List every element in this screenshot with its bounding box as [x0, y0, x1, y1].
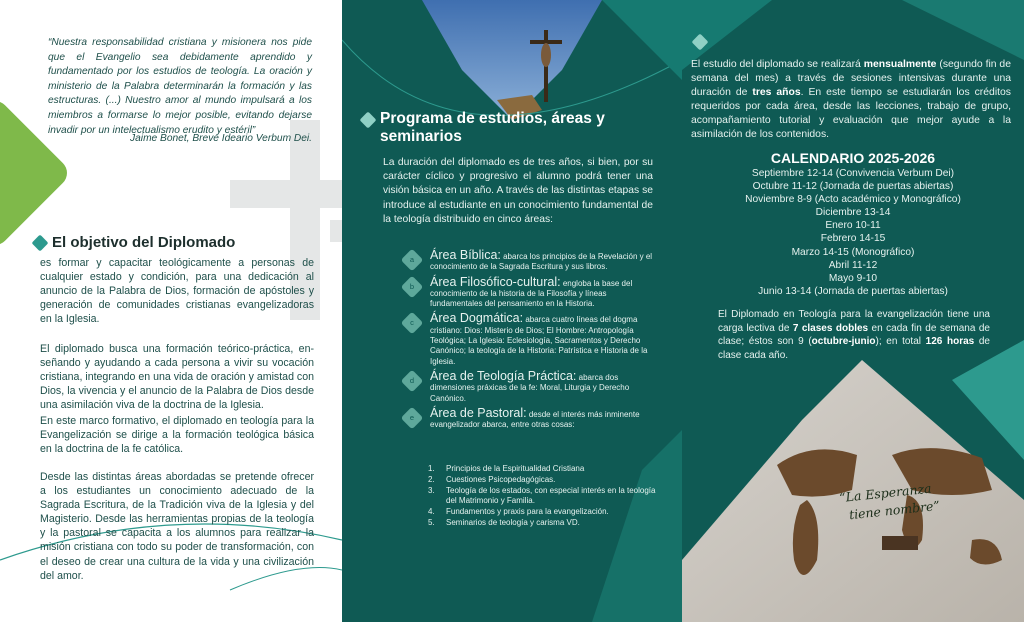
left-panel: [0, 0, 342, 622]
program-heading: [362, 110, 662, 146]
area-description: desde el interés más inminente evangelizador abarca, entre otras cosas:: [430, 409, 640, 430]
list-item: 2. Cuestiones Psicopedagógicas.: [428, 474, 556, 484]
calendar-entry: Febrero 14-15: [820, 233, 886, 245]
diamond-bullet-icon: [32, 234, 49, 251]
calendar-entry: Octubre 11-12 (Jornada de puertas abiertas): [752, 181, 954, 193]
diamond-bullet-icon: [360, 112, 377, 129]
objective-paragraph-1: es formar y capacitar teológicamente a personas de cualquier estado y condición, para una dedicación al anuncio de la Palabra de Dios, formación de apóstoles y generación de comunidades cristianas evangelizadoras en la Iglesia.: [40, 257, 314, 326]
schedule-intro: El estudio del diplomado se realizará mensualmente (segundo fin de semana del mes) a través de sesiones intensivas durante una duración de tres años. En este tiempo se estudiarán los créditos requeridos por cada área, desde las lecciones, trabajo de grupo, acompañamiento tutorial y evaluación que mejor ayude a la asimilación de los contenidos.: [691, 59, 1011, 140]
calendar-title: CALENDARIO 2025-2026: [770, 150, 936, 166]
area-description: abarca cuatro líneas del dogma cristiano: Dios: Misterio de Dios; El Hombre: Antropología Teológica; La Iglesia: Eclesiología, Sacramentos y Derecho Canónico; la teología de la Historia: Patrística e Historia de la Iglesia.: [430, 315, 648, 366]
objective-heading-text: El objetivo del Diplomado: [52, 234, 236, 251]
calendar-entry: Enero 10-11: [825, 220, 881, 232]
area-marker-icon: c: [401, 312, 424, 335]
quote-author: Jaime Bonet, Breve Ideario Verbum Dei.: [130, 133, 312, 144]
areas-list: [404, 250, 656, 434]
area-name: Área de Teología Práctica:: [430, 368, 577, 383]
area-marker-icon: b: [401, 275, 424, 298]
map-caption: “La Esperanza tiene nombre”: [838, 480, 941, 523]
course-load-text: El Diplomado en Teología para la evangelización tiene una carga lectiva de 7 clases dobles en cada fin de semana de clase; éstos son 9 (octubre-junio); en total 126 horas de clase cada año.: [718, 309, 990, 361]
program-heading-text: Programa de estudios, áreas y seminarios: [380, 110, 605, 145]
list-item: 4. Fundamentos y praxis para la evangelización.: [428, 507, 609, 517]
objective-paragraph-3: En este marco formativo, el diplomado en teología para la Evangelización se dirige a la formación teológica básica en la doctrina de la fe católica.: [40, 415, 314, 456]
area-item: [404, 313, 656, 366]
calendar-entry: Marzo 14-15 (Monográfico): [791, 246, 915, 258]
list-item: 5. Seminarios de teología y carisma VD.: [428, 517, 580, 527]
objective-paragraph-2: El diplomado busca una formación teórico-práctica, en-señando y ayudando a cada persona a vivir su vocación cristiana, integrando en una vida de oración y amistad con Dios, la vivencia y el anuncio de la Palabra de Dios desde una asimilación viva de la doctrina de la Iglesia.: [40, 343, 314, 412]
program-intro: La duración del diplomado es de tres años, si bien, por su carácter cíclico y progresivo el alumno podrá tener una visión básica en un año. A través de las distintas etapas se introduce al estudiante en un conocimiento fundamental de la teología distribuido en cinco áreas:: [383, 157, 653, 225]
area-description: abarca los principios de la Revelación y el conocimiento de la Sagrada Escritura y sus libros.: [430, 252, 653, 272]
area-marker-icon: a: [401, 249, 424, 272]
area-name: Área de Pastoral:: [430, 405, 527, 420]
area-name: Área Dogmática:: [430, 311, 524, 326]
area-description: engloba la base del conocimiento de la historia de la Filosofía y líneas fundamentales del pensamiento en la Historia.: [430, 278, 633, 309]
calendar-entry: Mayo 9-10: [828, 272, 878, 284]
area-name: Área Bíblica:: [430, 248, 501, 262]
calendar-list: [682, 167, 1024, 298]
area-item: [404, 274, 656, 310]
calendar-entry: Septiembre 12-14 (Convivencia Verbum Dei): [751, 168, 955, 179]
area-description: abarca dos dimensiones práxicas de la fe: Moral, Liturgia y Derecho Canónico.: [430, 372, 630, 403]
objective-heading: [34, 234, 235, 251]
calendar-entry: Abril 11-12: [828, 259, 878, 271]
area-item: [404, 405, 656, 431]
area-item: [404, 368, 656, 404]
objective-paragraph-4: Desde las distintas áreas abordadas se pretende ofrecer a los estudiantes un conocimiento adecuado de la Sagrada Escritura, de la Tradición viva de la Iglesia y del Magisterio. Desde las herramientas propias de la teología y la pastoral se capacita a los alumnos para realizar la misión cristiana con todo su poder de transformación, con el deseo de crear una cultura de la vida y una civilización del amor.: [40, 471, 314, 582]
area-marker-icon: d: [401, 370, 424, 393]
area-item: [404, 250, 656, 273]
right-panel: [682, 0, 1024, 622]
intro-quote: “Nuestra responsabilidad cristiana y misionera nos pide que el Evangelio sea debidamente aprendido y fundamentado por los estudios de teología. La oración y ministerio de la Palabra determinarán la formación y las estructuras. (...) Nuestro amor al mundo impulsará a los miembros a formarse lo mejor posible, evitando dejarse invadir por un intelectualismo erudito y estéril”: [48, 37, 312, 136]
area-marker-icon: e: [401, 407, 424, 430]
calendar-entry: Noviembre 8-9 (Acto académico y Monográfico): [745, 194, 961, 206]
list-item: 3. Teología de los estados, con especial interés en la teología del Matrimonio y Familia.: [428, 485, 656, 506]
calendar-entry: Junio 13-14 (Jornada de puertas abiertas): [758, 285, 948, 297]
list-item: 1. Principios de la Espiritualidad Cristiana: [428, 464, 585, 473]
calendar-entry: Diciembre 13-14: [815, 207, 891, 219]
middle-panel: [342, 0, 682, 622]
area-name: Área Filosófico-cultural:: [430, 274, 561, 289]
pastoral-sublist: [428, 464, 658, 529]
